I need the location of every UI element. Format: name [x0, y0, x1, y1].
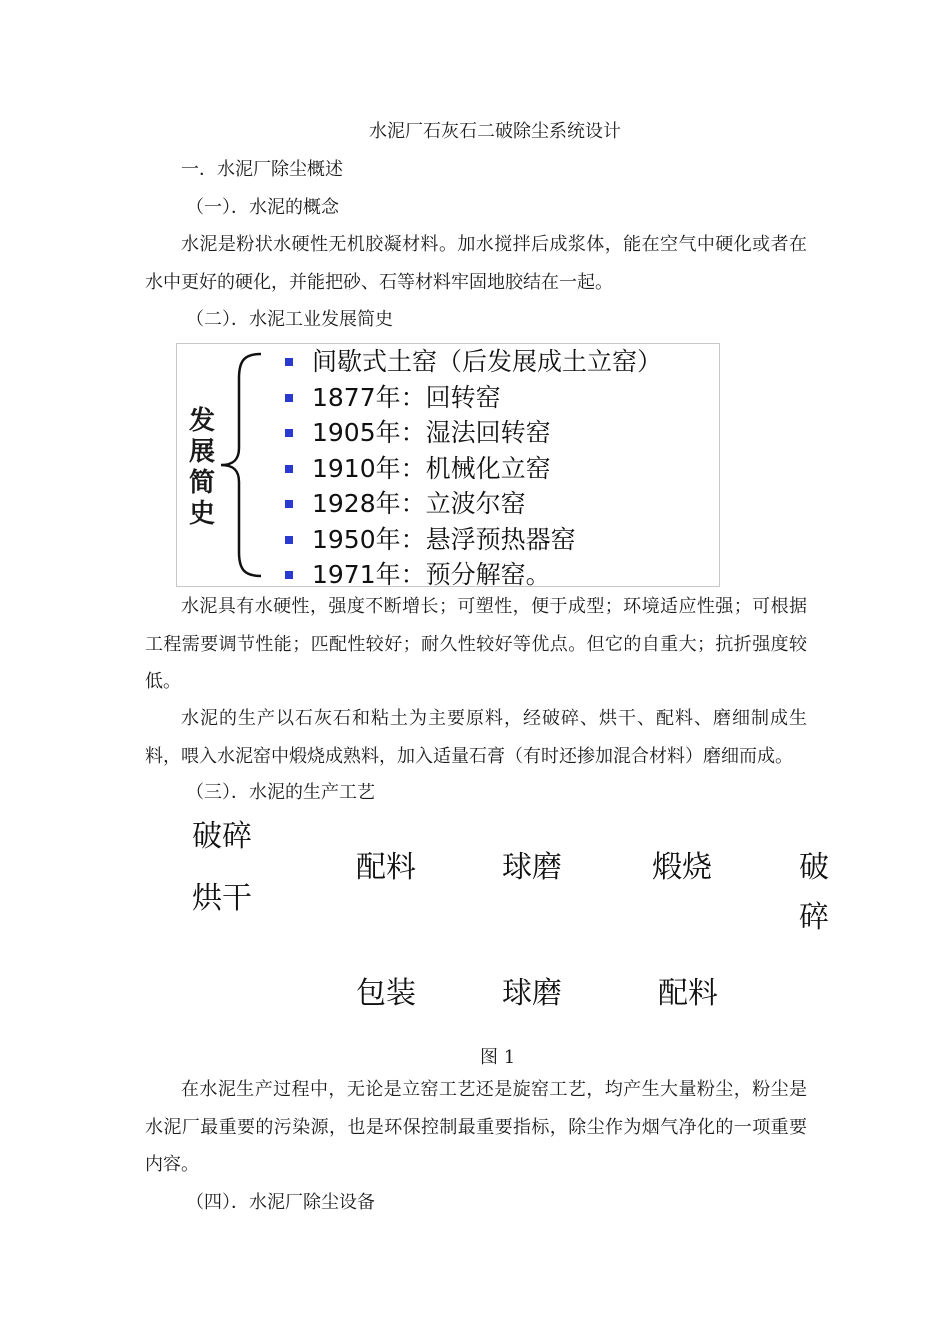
paragraph: 水泥是粉状水硬性无机胶凝材料。加水搅拌后成浆体，能在空气中硬化或者在水中更好的硬化，并能把砂、石等材料牢固地胶结在一起。 — [145, 234, 807, 293]
subsection-heading: （四）．水泥厂除尘设备 — [186, 1192, 375, 1213]
curly-brace-icon — [215, 348, 265, 582]
paragraph: 在水泥生产过程中，无论是立窑工艺还是旋窑工艺，均产生大量粉尘，粉尘是水泥厂最重要的污染源，也是环保控制最重要指标，除尘作为烟气净化的一项重要内容。 — [145, 1079, 807, 1175]
process-step-ball-mill: 球磨 — [502, 850, 562, 885]
section-heading: 一．水泥厂除尘概述 — [181, 159, 343, 180]
subsection-heading: （三）．水泥的生产工艺 — [186, 782, 375, 803]
list-item: 1905年：湿法回转窑 — [287, 415, 662, 451]
page-title: 水泥厂石灰石二破除尘系统设计 — [369, 121, 621, 142]
list-item: 1928年：立波尔窑 — [287, 486, 662, 522]
list-item: 1910年：机械化立窑 — [287, 451, 662, 487]
figure-caption: 图 1 — [480, 1047, 516, 1068]
square-bullet-icon — [285, 500, 293, 508]
process-step-ball-mill-2: 球磨 — [502, 976, 562, 1011]
list-item: 间歇式土窑（后发展成土立窑） — [287, 344, 662, 380]
process-step-batching-2: 配料 — [658, 976, 718, 1011]
process-step-crushing: 破碎 — [192, 819, 252, 854]
list-item: 1950年：悬浮预热器窑 — [287, 522, 662, 558]
square-bullet-icon — [285, 536, 293, 544]
square-bullet-icon — [285, 571, 293, 579]
paragraph: 水泥具有水硬性，强度不断增长；可塑性，便于成型；环境适应性强；可根据工程需要调节性能；匹配性较好；耐久性较好等优点。但它的自重大；抗折强度较低。 — [145, 596, 807, 692]
list-item: 1877年：回转窑 — [287, 380, 662, 416]
process-step-crushing-2: 破 碎 — [799, 850, 829, 935]
process-step-packaging: 包装 — [356, 976, 416, 1011]
paragraph: 水泥的生产以石灰石和粘土为主要原料，经破碎、烘干、配料、磨细制成生料，喂入水泥窑中煅烧成熟料，加入适量石膏（有时还掺加混合材料）磨细而成。 — [145, 708, 807, 767]
history-label: 发 展 简 史 — [188, 406, 215, 529]
process-step-calcining: 煅烧 — [652, 850, 712, 885]
process-step-drying: 烘干 — [192, 881, 252, 916]
process-step-batching: 配料 — [356, 850, 416, 885]
square-bullet-icon — [285, 394, 293, 402]
subsection-heading: （一）．水泥的概念 — [186, 197, 339, 218]
subsection-heading: （二）．水泥工业发展简史 — [186, 309, 393, 330]
history-figure — [176, 343, 720, 587]
square-bullet-icon — [285, 358, 293, 366]
square-bullet-icon — [285, 429, 293, 437]
history-list — [287, 344, 662, 593]
square-bullet-icon — [285, 465, 293, 473]
list-item: 1971年：预分解窑。 — [287, 557, 662, 593]
